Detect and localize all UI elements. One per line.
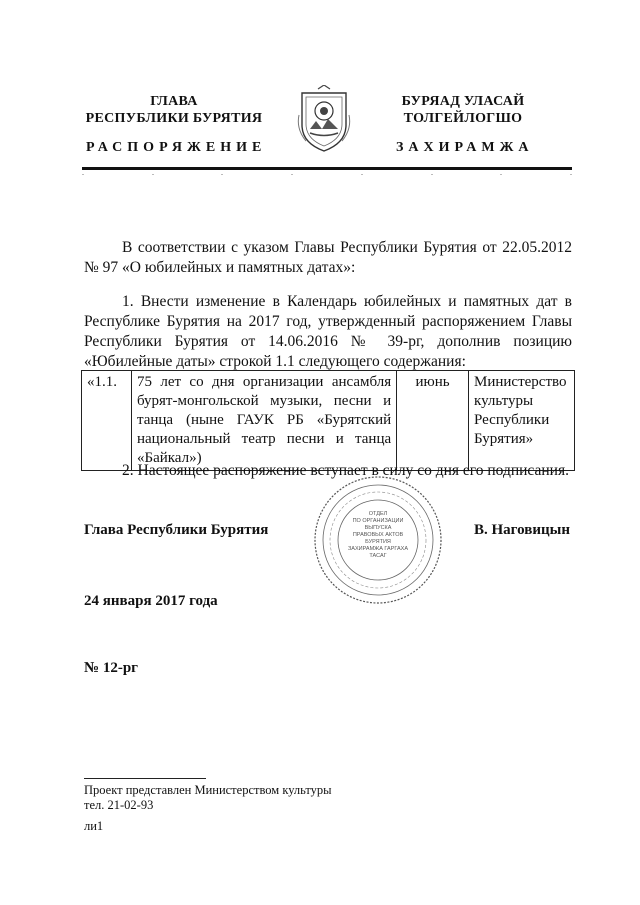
doc-type-left: РАСПОРЯЖЕНИЕ [86, 140, 267, 155]
header-right [388, 93, 538, 127]
header-left [84, 93, 264, 127]
calendar-table [81, 370, 575, 471]
header-right-title: БУРЯАД УЛАСАЙ [401, 94, 525, 109]
table-row [82, 371, 575, 471]
row-number: «1.1. [82, 371, 132, 471]
header-dotted-line [82, 174, 572, 180]
header-right-subtitle: ТОЛГЕЙЛОГШО [403, 111, 523, 126]
row-event: 75 лет со дня организации ансамбля бурят-монгольской музыки, песни и танца (ныне ГАУК РБ «Бурятский национальный театр песни и танца «Байкал») [131, 371, 396, 471]
official-stamp [313, 475, 443, 605]
header-divider [82, 167, 572, 170]
stamp-inner-text [338, 511, 418, 560]
document-number: № 12-рг [84, 660, 138, 676]
footer-prepared-by: Проект представлен Министерством культуры [84, 783, 332, 797]
stamp-line: ЗАХИРАМЖА ГАРГАХА [347, 546, 408, 552]
stamp-line: ВЫПУСКА [364, 525, 392, 531]
footer-divider [84, 778, 206, 779]
stamp-line: ОТДЕЛ [368, 511, 388, 517]
row-responsible: Министерство культуры Республики Бурятия» [469, 371, 575, 471]
coat-of-arms-emblem [296, 85, 352, 153]
stamp-line: ПРАВОВЫХ АКТОВ [352, 532, 404, 538]
item-2-text: 2. Настоящее распоряжение вступает в силу со дня его подписания. [122, 462, 569, 479]
stamp-line: ПО ОРГАНИЗАЦИИ [352, 518, 404, 524]
header-left-title: ГЛАВА [150, 94, 198, 109]
doc-type-right: ЗАХИРАМЖА [396, 140, 534, 155]
row-month: июнь [397, 371, 469, 471]
stamp-line: ТАСАГ [369, 553, 387, 559]
intro-paragraph [84, 238, 572, 278]
footer-phone: тел. 21-02-93 [84, 798, 154, 812]
document-date: 24 января 2017 года [84, 593, 218, 609]
footer-code: ли1 [84, 819, 104, 833]
item-1-paragraph [84, 292, 572, 372]
item-1-text: 1. Внести изменение в Календарь юбилейных и памятных дат в Республике Бурятия на 2017 год, утвержденный распоряжением Главы Республики Бурятия от 14.06.2016 № 39-рг, дополнив позицию «Юбилейные даты» строкой 1.1 следующего содержания: [84, 293, 572, 370]
intro-text: В соответствии с указом Главы Республики Бурятия от 22.05.2012 № 97 «О юбилейных и памятных датах»: [84, 239, 572, 276]
signatory-position: Глава Республики Бурятия [84, 522, 269, 538]
stamp-line: БУРЯТИЯ [365, 539, 391, 545]
signatory-name: В. Наговицын [474, 522, 570, 538]
header-left-subtitle: РЕСПУБЛИКИ БУРЯТИЯ [85, 111, 263, 126]
